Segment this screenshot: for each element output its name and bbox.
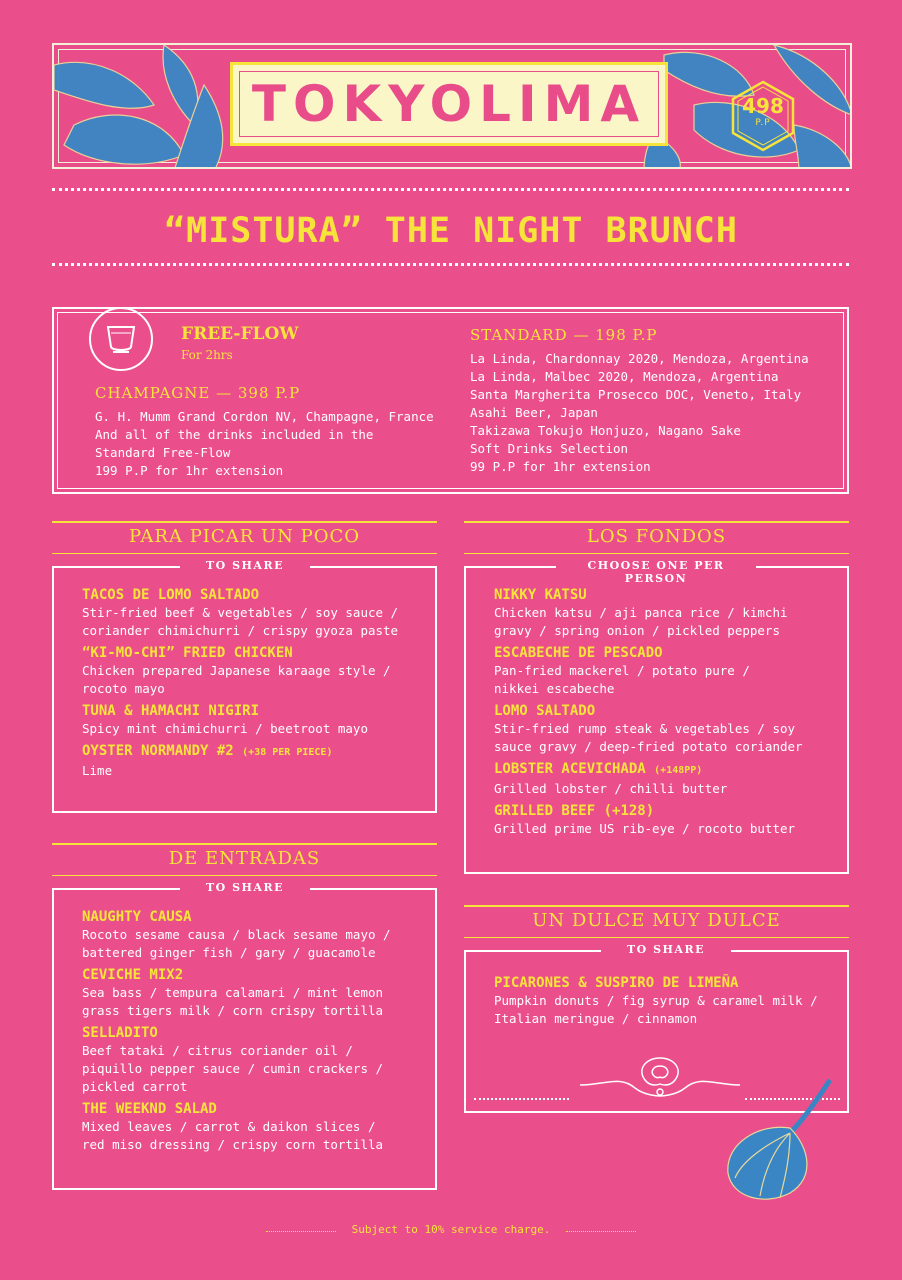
dish-desc: Spicy mint chimichurri / beetroot mayo [82,721,368,736]
dish-name: ESCABECHE DE PESCADO [494,645,663,661]
champagne-line: G. H. Mumm Grand Cordon NV, Champagne, France [95,409,434,424]
dish-desc: pickled carrot [82,1079,188,1094]
menu-title: “MISTURA” THE NIGHT BRUNCH [164,211,738,251]
dish-desc: rocoto mayo [82,681,165,696]
free-flow-duration: For 2hrs [181,348,233,362]
standard-line: Soft Drinks Selection [470,441,629,456]
dish-desc: coriander chimichurri / crispy gyoza paste [82,623,399,638]
dish-desc: Pan-fried mackerel / potato pure / [494,663,750,678]
cup-icon [89,307,153,371]
dish-desc: Grilled prime US rib-eye / rocoto butter [494,821,796,836]
dish-list-dulce [494,970,818,1028]
dish-list-fondos [494,582,803,838]
ornament-dots-left [474,1098,569,1100]
champagne-label: CHAMPAGNE — 398 P.P [95,384,301,402]
dish-extra: (+38 PER PIECE) [242,747,333,758]
dish-name: TACOS DE LOMO SALTADO [82,587,260,603]
standard-label: STANDARD — 198 P.P [470,326,658,344]
dish-desc: Stir-fried beef & vegetables / soy sauce / [82,605,399,620]
dish-list-entradas [82,904,391,1154]
dish-desc: piquillo pepper sauce / cumin crackers / [82,1061,384,1076]
dish-desc: gravy / spring onion / pickled peppers [494,623,780,638]
dish-name: SELLADITO [82,1025,158,1041]
standard-list [470,350,809,476]
section-rule [52,553,437,554]
section-rule [464,905,849,907]
header-banner [52,43,852,169]
dotted-divider-top [52,188,849,191]
price-badge [730,80,796,152]
share-note: TO SHARE [180,881,310,894]
section-title-picar: PARA PICAR UN POCO [128,526,361,547]
section-rule [52,875,437,876]
dish-name: LOMO SALTADO [494,703,596,719]
share-note: TO SHARE [180,559,310,572]
dish-name: TUNA & HAMACHI NIGIRI [82,703,260,719]
dish-desc: Sea bass / tempura calamari / mint lemon [82,985,384,1000]
dish-desc: Chicken katsu / aji panca rice / kimchi [494,605,788,620]
dish-name: CEVICHE MIX2 [82,967,184,983]
section-rule [464,937,849,938]
champagne-list [95,408,434,480]
dish-name: NAUGHTY CAUSA [82,909,192,925]
dish-name: LOBSTER ACEVICHADA (+148PP) [494,761,703,777]
dish-desc: sauce gravy / deep-fried potato coriander [494,739,803,754]
section-title-entradas: DE ENTRADAS [168,848,321,869]
dish-desc: red miso dressing / crispy corn tortilla [82,1137,384,1152]
dish-desc: Stir-fried rump steak & vegetables / soy [494,721,796,736]
choose-note: CHOOSE ONE PER PERSON [556,559,756,585]
dish-name: NIKKY KATSU [494,587,587,603]
dish-name: GRILLED BEEF (+128) [494,803,655,819]
dish-name: OYSTER NORMANDY #2 (+38 PER PIECE) [82,743,333,759]
section-title-dulce: UN DULCE MUY DULCE [532,910,781,931]
standard-line: Takizawa Tokujo Honjuzo, Nagano Sake [470,423,741,438]
dish-desc: Mixed leaves / carrot & daikon slices / [82,1119,376,1134]
dish-desc: nikkei escabeche [494,681,615,696]
section-title-fondos: LOS FONDOS [586,526,727,547]
service-charge-note: Subject to 10% service charge. [351,1223,551,1236]
champagne-line: And all of the drinks included in the [95,427,374,442]
dish-desc: Lime [82,763,113,778]
dish-desc: Grilled lobster / chilli butter [494,781,728,796]
dish-extra: (+128) [603,803,655,819]
section-rule [464,521,849,523]
dish-name: PICARONES & SUSPIRO DE LIMEÑA [494,975,739,991]
section-rule [464,553,849,554]
champagne-line: Standard Free-Flow [95,445,231,460]
logo-plate [230,62,668,146]
dish-desc: Beef tataki / citrus coriander oil / [82,1043,353,1058]
dish-desc: battered ginger fish / gary / guacamole [82,945,376,960]
dotted-divider-bottom [52,263,849,266]
standard-line: La Linda, Malbec 2020, Mendoza, Argentina [470,369,779,384]
dish-name: THE WEEKND SALAD [82,1101,217,1117]
standard-line: Asahi Beer, Japan [470,405,598,420]
dish-desc: Rocoto sesame causa / black sesame mayo / [82,927,391,942]
standard-line: 99 P.P for 1hr extension [470,459,651,474]
dish-name: “KI-MO-CHI” FRIED CHICKEN [82,645,293,661]
free-flow-heading: FREE-FLOW [181,324,299,344]
dish-desc: Italian meringue / cinnamon [494,1011,698,1026]
standard-line: La Linda, Chardonnay 2020, Mendoza, Argentina [470,351,809,366]
section-rule [52,843,437,845]
dish-extra: (+148PP) [654,765,703,776]
dish-desc: grass tigers milk / corn crispy tortilla [82,1003,384,1018]
champagne-line: 199 P.P for 1hr extension [95,463,284,478]
brand-logo: TOKYOLIMA [251,75,647,133]
section-rule [52,521,437,523]
dish-desc: Chicken prepared Japanese karaage style / [82,663,391,678]
price-unit: P.P [755,118,771,128]
dish-list-picar [82,582,398,780]
share-note: TO SHARE [601,943,731,956]
flower-icon [720,1078,840,1208]
dish-desc: Pumpkin donuts / fig syrup & caramel milk / [494,993,818,1008]
standard-line: Santa Margherita Prosecco DOC, Veneto, Italy [470,387,802,402]
price-amount: 498 [742,94,784,118]
